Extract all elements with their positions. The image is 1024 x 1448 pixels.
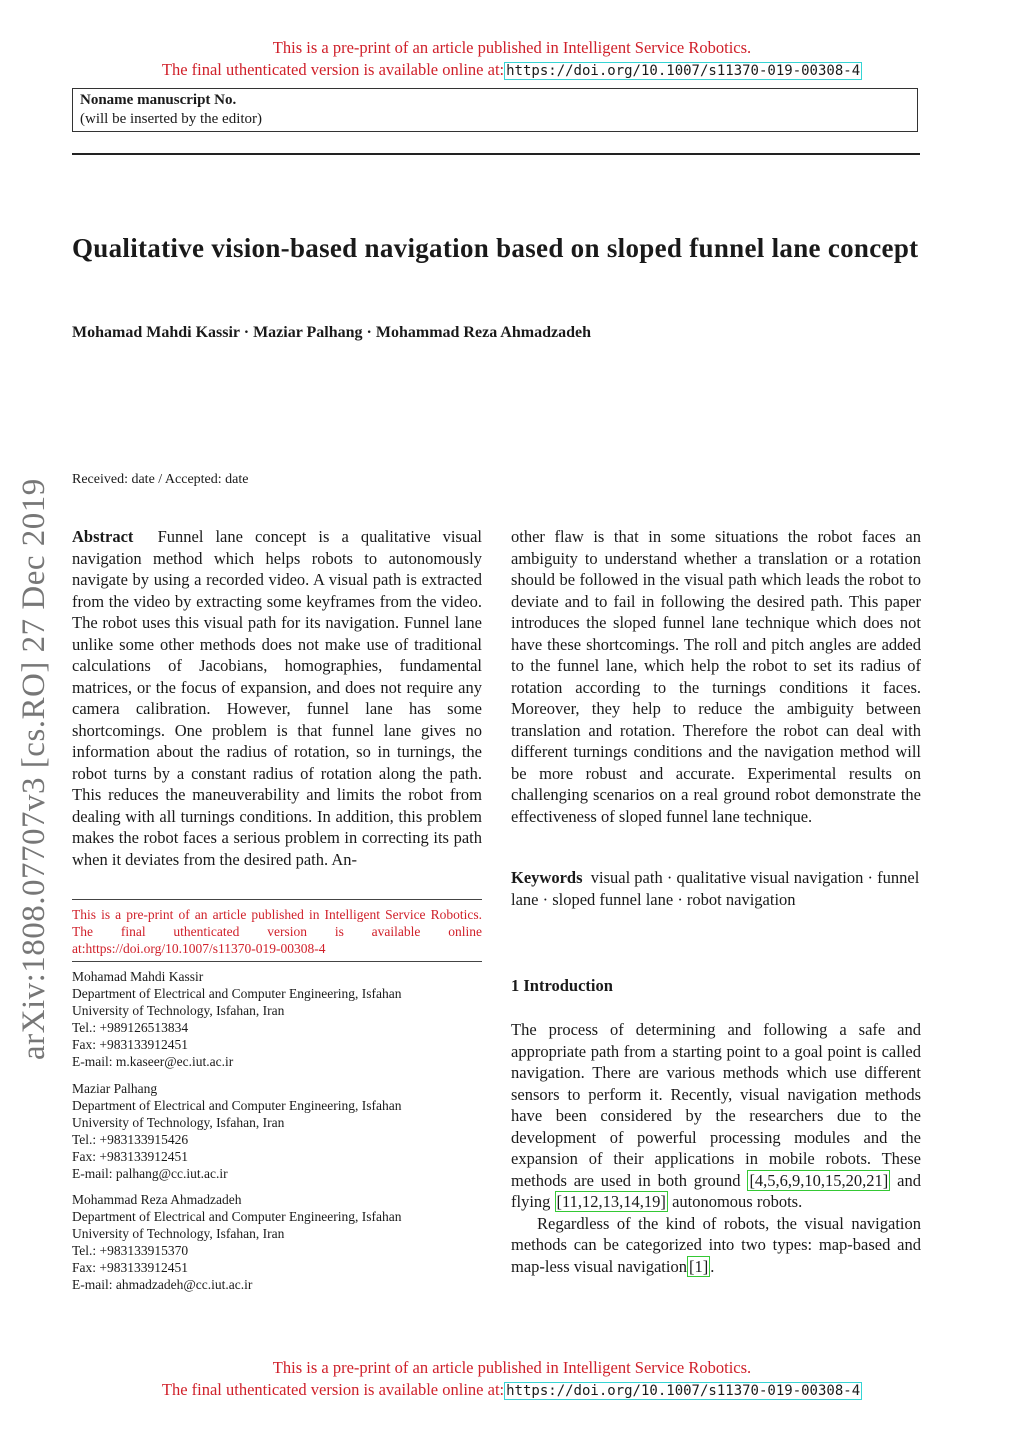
affiliation-dept: Department of Electrical and Computer Engineering, Isfahan [72,1098,402,1113]
preprint-line-2 [0,1379,1024,1402]
affiliation-univ: University of Technology, Isfahan, Iran [72,1003,285,1018]
affiliation-univ: University of Technology, Isfahan, Iran [72,1115,285,1130]
affiliation-name: Mohamad Mahdi Kassir [72,969,204,984]
intro-text: and flying [511,1170,922,1211]
section-heading: 1 Introduction [511,976,613,995]
manuscript-title: Noname manuscript No. [80,92,237,108]
affiliation-tel: Tel.: +989126513834 [72,1020,189,1035]
preprint-footnote: This is a pre-print of an article published in Intelligent Service Robotics. The final uthenticated version is available online at:https://doi.org/10.1007/s11370-019-00308-4 [72,907,482,956]
affiliation-rule [72,961,482,962]
manuscript-subtitle: (will be inserted by the editor) [80,111,263,127]
affiliation-dept: Department of Electrical and Computer Engineering, Isfahan [72,1209,402,1224]
citation-link[interactable]: [11,12,13,14,19] [556,1192,666,1211]
arxiv-stamp: arXiv:1808.07707v3 [cs.RO] 27 Dec 2019 [16,478,52,1060]
doi-link[interactable]: https://doi.org/10.1007/s11370-019-00308-4 [506,1383,861,1399]
preprint-line-1: This is a pre-print of an article published in Intelligent Service Robotics. [272,38,752,57]
preprint-banner-top [0,37,1024,82]
preprint-line-2-text: The final uthenticated version is available online at: [161,60,505,79]
affiliation-block [72,1191,492,1293]
intro-text: autonomous robots. [667,1192,803,1211]
intro-text: Regardless of the kind of robots, the visual navigation methods can be categorized into two types: map-based and map-less visual navigation [511,1213,921,1276]
affiliation-dept: Department of Electrical and Computer Engineering, Isfahan [72,986,402,1001]
keywords-label: Keywords [511,868,583,887]
manuscript-box [72,88,918,132]
intro-body [511,1019,921,1277]
citation-link[interactable]: [1] [688,1256,709,1276]
citation-link[interactable]: [4,5,6,9,10,15,20,21] [749,1170,889,1190]
doi-link[interactable]: https://doi.org/10.1007/s11370-019-00308-4 [506,63,861,79]
keywords [511,867,921,910]
abstract-right: other flaw is that in some situations the robot faces an ambiguity to understand whether a translation or a rotation should be followed in the visual path which leads the robot to deviate and to fail in following the desired path. This paper introduces the sloped funnel lane technique which does not have these shortcomings. The roll and pitch angles are added to the funnel lane, which help the robot to set its radius of rotation according to the turnings conditions it faces. Moreover, they help to reduce the ambiguity between translation and rotation. Therefore the robot can deal with different turnings conditions and the navigation method will be more robust and accurate. Experimental results on challenging scenarios on a real ground robot demonstrate the effectiveness of sloped funnel lane technique. [511,527,921,826]
paper-title: Qualitative vision-based navigation based on sloped funnel lane concept [72,233,919,263]
received-date: Received: date / Accepted: date [72,472,249,487]
abstract-label: Abstract [72,527,134,546]
preprint-line-2-text: The final uthenticated version is available online at: [161,1380,505,1399]
affiliation-name: Maziar Palhang [72,1081,158,1096]
affiliation-email: E-mail: ahmadzadeh@cc.iut.ac.ir [72,1277,253,1292]
paper-authors: Mohamad Mahdi Kassir · Maziar Palhang · Mohammad Reza Ahmadzadeh [72,324,591,341]
keywords-text: visual path · qualitative visual navigation · funnel lane · sloped funnel lane · robot navigation [511,868,920,909]
intro-paragraph [511,1213,921,1278]
preprint-line-1: This is a pre-print of an article published in Intelligent Service Robotics. [272,1358,752,1377]
affiliation-fax: Fax: +983133912451 [72,1149,188,1164]
preprint-line-2 [0,59,1024,82]
abstract-left [72,526,482,870]
affiliation-email: E-mail: m.kaseer@ec.iut.ac.ir [72,1054,234,1069]
affiliation-email: E-mail: palhang@cc.iut.ac.ir [72,1166,228,1181]
affiliation-name: Mohammad Reza Ahmadzadeh [72,1192,242,1207]
intro-text: The process of determining and following a safe and appropriate path from a starting point to a goal point is called navigation. There are various methods which use different sensors to perform it. Recently, visual navigation methods have been considered by the researchers due to the development of powerful processing modules and the expansion of their applications in mobile robots. These methods are used in both ground [511,1020,921,1190]
affiliation-block [72,1080,492,1182]
affiliation-tel: Tel.: +983133915426 [72,1132,189,1147]
intro-text: . [710,1256,715,1276]
abstract-text-left: Funnel lane concept is a qualitative visual navigation method which helps robots to autonomously navigate by using a recorded video. A visual path is extracted from the video by extracting some keyframes from the video. The robot uses this visual path for its navigation. Funnel lane unlike some other methods does not make use of traditional calculations of Jacobians, homographies, fundamental matrices, or the focus of expansion, and does not require any camera calibration. However, funnel lane has some shortcomings. One problem is that funnel lane gives no information about the radius of rotation, so in turnings, the robot turns by a constant radius of rotation along the path. This reduces the maneuverability and limits the robot from dealing with all turnings conditions. In addition, this problem makes the robot faces a serious problem in correcting its path when it deviates from the desired path. An- [72,527,482,869]
preprint-banner-bottom [0,1357,1024,1402]
affiliation-fax: Fax: +983133912451 [72,1260,188,1275]
affiliation-fax: Fax: +983133912451 [72,1037,188,1052]
intro-paragraph [511,1019,921,1213]
footnote-rule [72,899,482,900]
header-rule [72,153,920,155]
affiliation-tel: Tel.: +983133915370 [72,1243,189,1258]
affiliation-block [72,968,492,1070]
affiliation-univ: University of Technology, Isfahan, Iran [72,1226,285,1241]
